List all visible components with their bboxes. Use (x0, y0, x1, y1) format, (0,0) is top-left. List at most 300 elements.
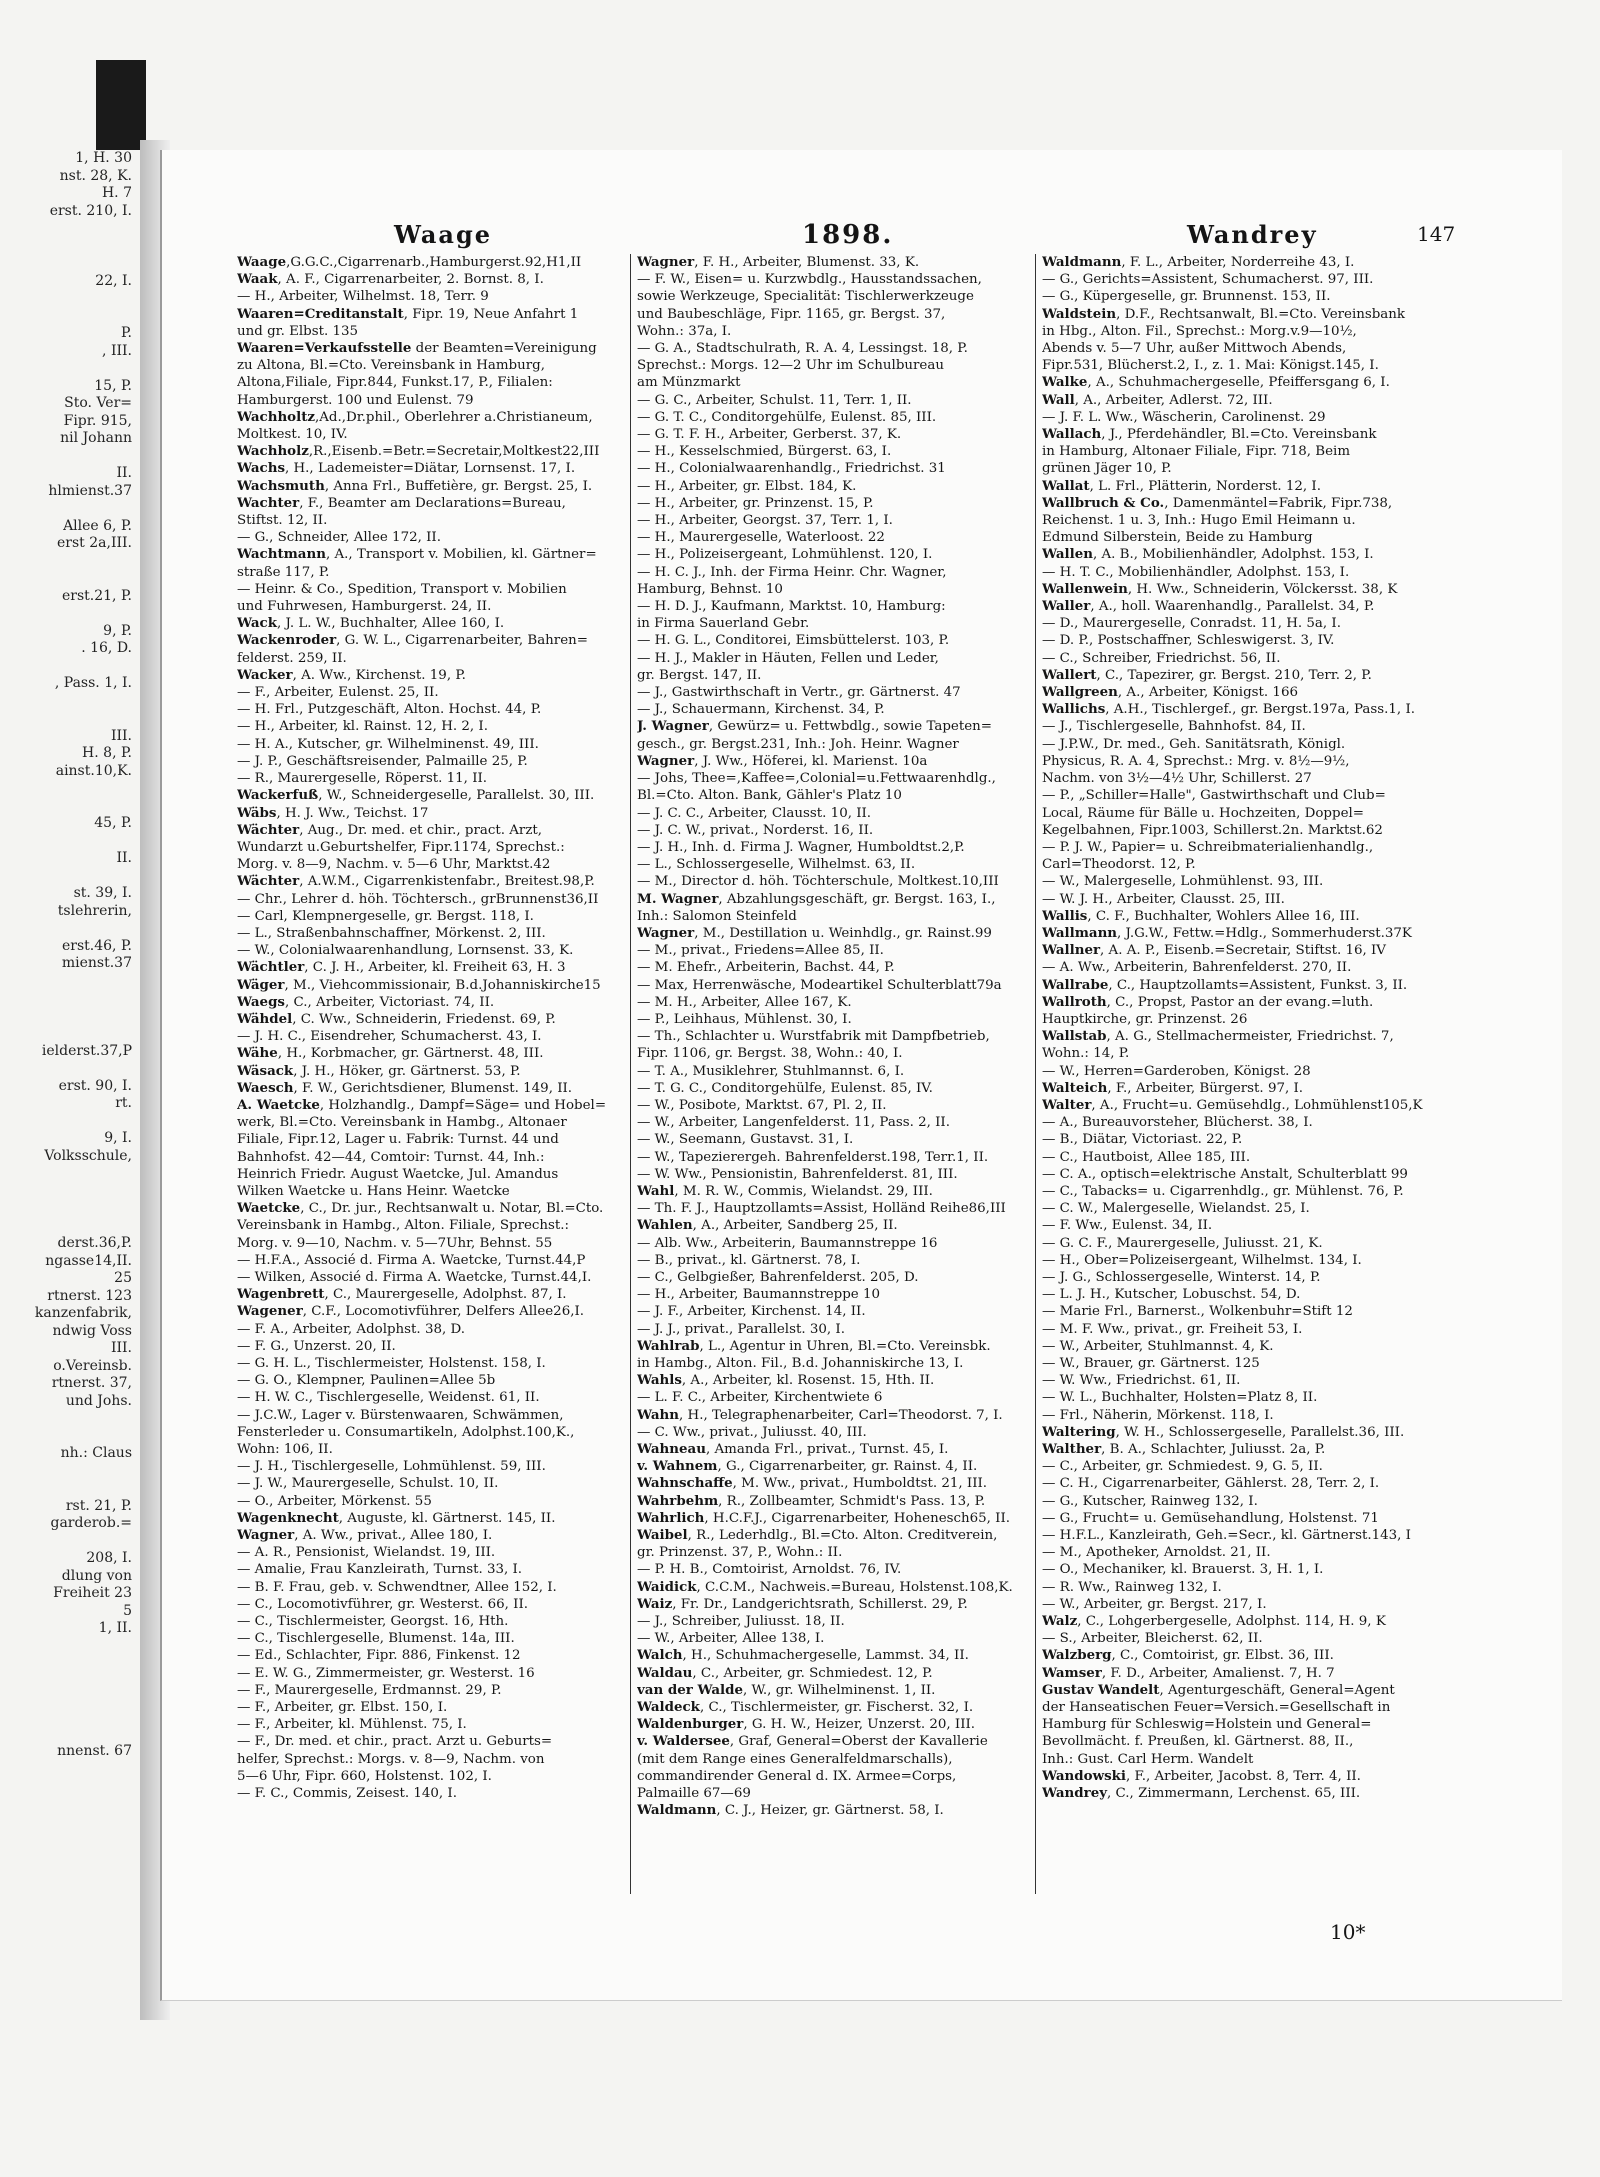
directory-entry: Physicus, R. A. 4, Sprechst.: Mrg. v. 8½—9½, (1042, 753, 1350, 769)
directory-entry: — D. P., Postschaffner, Schleswigerst. 3, IV. (1042, 633, 1335, 649)
directory-entry: A. Waetcke, Holzhandlg., Dampf=Säge= und Hobel= (237, 1096, 607, 1113)
previous-page-fragment (0, 1200, 140, 1218)
directory-entry: — H.F.A., Associé d. Firma A. Waetcke, Turnst.44,P (237, 1252, 586, 1268)
previous-page-edge (0, 150, 140, 1950)
previous-page-fragment: erst. 90, I. (58, 1077, 132, 1094)
directory-entry: Heinrich Friedr. August Waetcke, Jul. Amandus (237, 1166, 559, 1182)
directory-entry: — G. A., Stadtschulrath, R. A. 4, Lessingst. 18, P. (637, 341, 968, 357)
directory-entry: — G., Schneider, Allee 172, II. (237, 530, 441, 546)
header-first-entry: Waage (394, 220, 493, 249)
directory-entry: Wahls, A., Arbeiter, kl. Rosenst. 15, Hth. II. (637, 1372, 935, 1389)
directory-entry: — C., Gelbgießer, Bahrenfelderst. 205, D. (637, 1269, 919, 1285)
previous-page-fragment (0, 238, 140, 256)
directory-entry: — G., Küpergeselle, gr. Brunnenst. 153, II. (1042, 289, 1331, 305)
directory-entry: in Firma Sauerland Gebr. (637, 616, 810, 632)
directory-entry: — C., Hautboist, Allee 185, III. (1042, 1149, 1251, 1165)
directory-entry: — W. L., Buchhalter, Holsten=Platz 8, II. (1042, 1390, 1318, 1406)
directory-entry: Waldmann, C. J., Heizer, gr. Gärtnerst. 58, I. (637, 1802, 944, 1819)
column-divider-2 (1035, 254, 1036, 1894)
previous-page-fragment (0, 308, 140, 326)
previous-page-fragment (0, 1218, 140, 1236)
previous-page-fragment (0, 1025, 140, 1043)
previous-page-fragment: . 16, D. (81, 640, 132, 656)
previous-page-fragment (0, 798, 140, 816)
directory-entry: — J., Schauermann, Kirchenst. 34, P. (637, 702, 885, 718)
directory-entry: Walzberg, C., Comtoirist, gr. Elbst. 36, III. (1042, 1647, 1334, 1664)
directory-entry: — C., Tischlermeister, Georgst. 16, Hth. (237, 1614, 509, 1630)
directory-entry: und Baubeschläge, Fipr. 1165, gr. Bergst. 37, (637, 306, 946, 322)
previous-page-fragment: o.Vereinsb. (53, 1357, 132, 1374)
directory-entry: — H., Arbeiter, Georgst. 37, Terr. 1, I. (637, 513, 893, 529)
directory-entry: — H., Ober=Polizeisergeant, Wilhelmst. 134, I. (1042, 1252, 1362, 1268)
directory-entry: — Heinr. & Co., Spedition, Transport v. Mobilien (237, 581, 567, 597)
directory-entry: Wallis, C. F., Buchhalter, Wohlers Allee 16, III. (1042, 907, 1360, 924)
directory-entry: Hamburg für Schleswig=Holstein und General= (1042, 1717, 1372, 1733)
directory-entry: gr. Prinzenst. 37, P., Wohn.: II. (637, 1545, 843, 1561)
directory-entry: 5—6 Uhr, Fipr. 660, Holstenst. 102, I. (237, 1768, 492, 1784)
directory-entry: — J., Schreiber, Juliusst. 18, II. (637, 1614, 845, 1630)
directory-entry: Wahn, H., Telegraphenarbeiter, Carl=Theodorst. 7, I. (637, 1406, 1003, 1423)
previous-page-fragment: 45, P. (94, 815, 132, 831)
directory-entry: — H., Polizeisergeant, Lohmühlenst. 120, I. (637, 547, 933, 563)
directory-entry: — M., privat., Friedens=Allee 85, II. (637, 943, 884, 959)
directory-entry: — W., Colonialwaarenhandlung, Lornsenst. 33, K. (237, 943, 574, 959)
previous-page-fragment: nh.: Claus (60, 1445, 132, 1461)
directory-entry: — C. H., Cigarrenarbeiter, Gählerst. 28, Terr. 2, I. (1042, 1476, 1380, 1492)
column-1 (237, 254, 629, 1894)
directory-entry: — O., Mechaniker, kl. Brauerst. 3, H. 1, I. (1042, 1562, 1324, 1578)
previous-page-fragment (0, 833, 140, 851)
previous-page-fragment: III. (110, 1340, 132, 1356)
directory-entry: Wähe, H., Korbmacher, gr. Gärtnerst. 48, III. (237, 1045, 544, 1062)
directory-entry: — F., Arbeiter, kl. Mühlenst. 75, I. (237, 1717, 467, 1733)
previous-page-fragment (0, 1638, 140, 1656)
directory-entry: — A. R., Pensionist, Wielandst. 19, III. (237, 1545, 496, 1561)
directory-entry: (mit dem Range eines Generalfeldmarschalls), (637, 1751, 953, 1767)
previous-page-fragment: P. (120, 325, 132, 341)
directory-entry: Wundarzt u.Geburtshelfer, Fipr.1174, Sprechst.: (237, 839, 565, 855)
previous-page-fragment (0, 990, 140, 1008)
previous-page-fragment (0, 1463, 140, 1481)
directory-entry: Waller, A., holl. Waarenhandlg., Parallelst. 34, P. (1042, 598, 1375, 615)
directory-entry: Wahlen, A., Arbeiter, Sandberg 25, II. (637, 1217, 898, 1234)
directory-entry: Waldeck, C., Tischlermeister, gr. Fischerst. 32, I. (637, 1699, 974, 1716)
directory-entry: Wachholtz,Ad.,Dr.phil., Oberlehrer a.Christianeum, (237, 408, 593, 425)
directory-entry: Hamburg, Behnst. 10 (637, 581, 783, 597)
directory-entry: — Amalie, Frau Kanzleirath, Turnst. 33, I. (237, 1562, 523, 1578)
directory-entry: — A. Ww., Arbeiterin, Bahrenfelderst. 270, II. (1042, 960, 1352, 976)
directory-entry: Bahnhofst. 42—44, Comtoir: Turnst. 44, Inh.: (237, 1149, 545, 1165)
previous-page-fragment: H. 7 (101, 185, 132, 201)
directory-entry: v. Wahnem, G., Cigarrenarbeiter, gr. Rainst. 4, II. (637, 1458, 978, 1475)
previous-page-fragment: 9, P. (103, 622, 132, 639)
page-number: 147 (1417, 222, 1456, 246)
directory-entry: — G., Kutscher, Rainweg 132, I. (1042, 1493, 1258, 1509)
directory-entry: — W., Brauer, gr. Gärtnerst. 125 (1042, 1356, 1260, 1371)
previous-page-fragment: Fipr. 915, (63, 412, 132, 429)
directory-entry: — P. J. W., Papier= u. Schreibmaterialienhandlg., (1042, 839, 1374, 855)
header-last-entry: Wandrey (1187, 220, 1318, 249)
previous-page-fragment (0, 1690, 140, 1708)
directory-entry: — W. J. H., Arbeiter, Clausst. 25, III. (1042, 891, 1285, 907)
directory-entry: zu Altona, Bl.=Cto. Vereinsbank in Hamburg, (237, 358, 545, 374)
directory-entry: Wäbs, H. J. Ww., Teichst. 17 (237, 804, 429, 821)
directory-entry: — J. H., Inh. d. Firma J. Wagner, Humboldtst.2,P. (637, 839, 965, 855)
directory-entry: Wachholz,R.,Eisenb.=Betr.=Secretair,Moltkest22,III (237, 443, 600, 460)
directory-entry: Wahrlich, H.C.F.J., Cigarrenarbeiter, Hohenesch65, II. (637, 1509, 1011, 1526)
directory-entry: Waldau, C., Arbeiter, gr. Schmiedest. 12, P. (637, 1664, 933, 1681)
directory-entry: — F. W., Eisen= u. Kurzwbdlg., Hausstandssachen, (637, 272, 982, 288)
directory-entry: Waaren=Verkaufsstelle der Beamten=Vereinigung (237, 340, 597, 357)
directory-entry: — G. O., Klempner, Paulinen=Allee 5b (237, 1373, 496, 1389)
directory-entry: Morg. v. 8—9, Nachm. v. 5—6 Uhr, Marktst.42 (237, 857, 551, 873)
directory-entry: Wackenroder, G. W. L., Cigarrenarbeiter, Bahren= (237, 632, 588, 649)
directory-entry: — H., Colonialwaarenhandlg., Friedrichst. 31 (637, 461, 946, 477)
previous-page-fragment: erst 2a,III. (57, 535, 132, 551)
directory-entry: Carl=Theodorst. 12, P. (1042, 857, 1196, 873)
directory-entry: — C., Locomotivführer, gr. Westerst. 66, II. (237, 1596, 529, 1612)
directory-entry: — H. A., Kutscher, gr. Wilhelminenst. 49, III. (237, 736, 539, 752)
directory-entry: Wallenwein, H. Ww., Schneiderin, Völckersst. 38, K (1042, 580, 1398, 597)
directory-entry: Nachm. von 3½—4½ Uhr, Schillerst. 27 (1042, 771, 1312, 787)
directory-entry: — D., Maurergeselle, Conradst. 11, H. 5a, I. (1042, 616, 1341, 632)
directory-entry: Wallrabe, C., Hauptzollamts=Assistent, Funkst. 3, II. (1042, 976, 1408, 993)
directory-entry: — J. H., Tischlergeselle, Lohmühlenst. 59, III. (237, 1459, 546, 1475)
directory-entry: Wagenknecht, Auguste, kl. Gärtnerst. 145, II. (237, 1509, 556, 1526)
directory-entry: Waetcke, C., Dr. jur., Rechtsanwalt u. Notar, Bl.=Cto. (237, 1200, 604, 1217)
previous-page-fragment: 22, I. (95, 272, 132, 289)
previous-page-fragment: 1, II. (98, 1620, 132, 1636)
directory-entry: — W. Ww., Pensionistin, Bahrenfelderst. 81, III. (637, 1166, 958, 1182)
directory-entry: Wachsmuth, Anna Frl., Buffetière, gr. Bergst. 25, I. (237, 477, 593, 494)
directory-entry: Fipr. 1106, gr. Bergst. 38, Wohn.: 40, I. (637, 1046, 903, 1062)
directory-entry: Edmund Silberstein, Beide zu Hamburg (1042, 530, 1313, 546)
directory-entry: Wandowski, F., Arbeiter, Jacobst. 8, Terr. 4, II. (1042, 1767, 1361, 1784)
previous-page-fragment: garderob.= (50, 1515, 132, 1531)
directory-entry: M. Wagner, Abzahlungsgeschäft, gr. Bergst. 163, I., (637, 890, 996, 907)
directory-entry: Wohn.: 37a, I. (637, 323, 732, 339)
directory-entry: — C., Schreiber, Friedrichst. 56, II. (1042, 650, 1281, 666)
directory-entry: — J. W., Maurergeselle, Schulst. 10, II. (237, 1476, 499, 1492)
previous-page-fragment (0, 553, 140, 571)
directory-entry: Wallert, C., Tapezirer, gr. Bergst. 210, Terr. 2, P. (1042, 666, 1372, 683)
previous-page-fragment (0, 605, 140, 623)
previous-page-fragment: II. (116, 465, 132, 481)
previous-page-fragment: rt. (115, 1095, 132, 1111)
directory-entry: — T. G. C., Conditorgehülfe, Eulenst. 85, IV. (637, 1080, 933, 1096)
directory-entry: — C., Tabacks= u. Cigarrenhdlg., gr. Mühlenst. 76, P. (1042, 1183, 1404, 1199)
directory-entry: — F., Maurergeselle, Erdmannst. 29, P. (237, 1682, 502, 1698)
directory-entry: — R., Maurergeselle, Röperst. 11, II. (237, 771, 488, 787)
directory-entry: — J. P., Geschäftsreisender, Palmaille 25, P. (237, 753, 528, 769)
directory-entry: Wachter, F., Beamter am Declarations=Bureau, (237, 494, 566, 511)
directory-entry: — A., Bureauvorsteher, Blücherst. 38, I. (1042, 1115, 1313, 1131)
directory-entry: — P., „Schiller=Halle", Gastwirthschaft und Club= (1042, 788, 1386, 804)
directory-entry: — H., Kesselschmied, Bürgerst. 63, I. (637, 444, 892, 460)
directory-entry: — G. T. F. H., Arbeiter, Gerberst. 37, K. (637, 427, 902, 443)
previous-page-fragment: ielderst.37,P (41, 1042, 132, 1059)
directory-entry: Wäsack, J. H., Höker, gr. Gärtnerst. 53, P. (237, 1062, 521, 1079)
directory-entry: Hamburgerst. 100 und Eulenst. 79 (237, 392, 474, 408)
header-year: 1898. (802, 220, 894, 250)
directory-entry: — W., Malergeselle, Lohmühlenst. 93, III. (1042, 874, 1324, 890)
directory-entry: — Max, Herrenwäsche, Modeartikel Schulterblatt79a (637, 977, 1002, 993)
directory-entry: — J. F., Arbeiter, Kirchenst. 14, II. (637, 1304, 866, 1320)
directory-entry: felderst. 259, II. (237, 650, 347, 666)
directory-entry: Waak, A. F., Cigarrenarbeiter, 2. Bornst. 8, I. (237, 271, 544, 288)
previous-page-fragment (0, 868, 140, 886)
directory-entry: — G. H. L., Tischlermeister, Holstenst. 158, I. (237, 1356, 546, 1371)
previous-page-fragment: ainst.10,K. (55, 762, 132, 779)
directory-entry: Stiftst. 12, II. (237, 513, 328, 529)
directory-entry: Wahrbehm, R., Zollbeamter, Schmidt's Pass. 13, P. (637, 1492, 986, 1509)
directory-entry: Vereinsbank in Hambg., Alton. Filiale, Sprechst.: (237, 1218, 570, 1234)
directory-entry: Wagener, C.F., Locomotivführer, Delfers Allee26,I. (237, 1303, 585, 1320)
directory-entry: — J., Tischlergeselle, Bahnhofst. 84, II. (1042, 719, 1306, 735)
directory-entry: — F., Arbeiter, Eulenst. 25, II. (237, 685, 439, 701)
directory-entry: — J.P.W., Dr. med., Geh. Sanitätsrath, Königl. (1042, 736, 1346, 752)
directory-entry: Wäger, M., Viehcommissionair, B.d.Johanniskirche15 (237, 976, 601, 993)
directory-entry: Wagner, A. Ww., privat., Allee 180, I. (237, 1527, 493, 1544)
directory-entry: Wahneau, Amanda Frl., privat., Turnst. 45, I. (637, 1441, 949, 1458)
directory-entry: — J., Gastwirthschaft in Vertr., gr. Gärtnerst. 47 (637, 685, 961, 701)
directory-entry: Waltering, W. H., Schlossergeselle, Parallelst.36, III. (1042, 1423, 1405, 1440)
previous-page-fragment (0, 500, 140, 518)
directory-entry: Waesch, F. W., Gerichtsdiener, Blumenst. 149, II. (237, 1079, 573, 1096)
directory-entry: — W., Posibote, Marktst. 67, Pl. 2, II. (637, 1097, 887, 1113)
directory-entry: Wallen, A. B., Mobilienhändler, Adolphst. 153, I. (1042, 546, 1374, 563)
directory-entry: Gustav Wandelt, Agenturgeschäft, General=Agent (1042, 1681, 1395, 1698)
directory-entry: Hauptkirche, gr. Prinzenst. 26 (1042, 1011, 1248, 1027)
directory-entry: Waegs, C., Arbeiter, Victoriast. 74, II. (237, 993, 495, 1010)
previous-page-fragment: derst.36,P. (57, 1235, 132, 1251)
directory-entry: — H., Arbeiter, Baumannstreppe 10 (637, 1287, 881, 1303)
directory-entry: — F., Dr. med. et chir., pract. Arzt u. Geburts= (237, 1734, 553, 1750)
previous-page-fragment (0, 570, 140, 588)
directory-entry: Wamser, F. D., Arbeiter, Amalienst. 7, H. 7 (1042, 1664, 1335, 1681)
directory-entry: — J. C. W., privat., Norderst. 16, II. (637, 822, 874, 838)
directory-entry: Wallstab, A. G., Stellmachermeister, Friedrichst. 7, (1042, 1028, 1394, 1045)
previous-page-fragment: Sto. Ver= (64, 395, 132, 411)
previous-page-fragment (0, 1183, 140, 1201)
directory-entry: Palmaille 67—69 (637, 1786, 751, 1802)
previous-page-fragment: mienst.37 (61, 955, 132, 971)
directory-entry: — F., Arbeiter, gr. Elbst. 150, I. (237, 1700, 448, 1716)
directory-entry: Waibel, R., Lederhdlg., Bl.=Cto. Alton. Creditverein, (637, 1527, 998, 1544)
directory-entry: Wohn: 106, II. (237, 1442, 333, 1458)
directory-entry: Walch, H., Schuhmachergeselle, Lammst. 34, II. (637, 1647, 969, 1664)
page-header (162, 220, 1552, 254)
directory-entry: — Johs, Thee=,Kaffee=,Colonial=u.Fettwaarenhdlg., (637, 771, 996, 787)
directory-entry: Walz, C., Lohgerbergeselle, Adolphst. 114, H. 9, K (1042, 1613, 1386, 1630)
directory-entry: Wilken Waetcke u. Hans Heinr. Waetcke (237, 1183, 510, 1199)
directory-entry: Wohn.: 14, P. (1042, 1046, 1130, 1062)
previous-page-fragment (0, 1113, 140, 1131)
directory-entry: — R. Ww., Rainweg 132, I. (1042, 1579, 1222, 1595)
directory-entry: Fensterleder u. Consumartikeln, Adolphst.100,K., (237, 1424, 575, 1440)
directory-entry: — O., Arbeiter, Mörkenst. 55 (237, 1493, 432, 1509)
directory-entry: und gr. Elbst. 135 (237, 323, 359, 339)
directory-entry: — W., Arbeiter, gr. Bergst. 217, I. (1042, 1596, 1267, 1612)
directory-entry: — Wilken, Associé d. Firma A. Waetcke, Turnst.44,I. (237, 1269, 592, 1285)
directory-entry: — Alb. Ww., Arbeiterin, Baumannstreppe 16 (637, 1235, 938, 1251)
directory-entry: Wagenbrett, C., Maurergeselle, Adolphst. 87, I. (237, 1286, 567, 1303)
previous-page-fragment (0, 973, 140, 991)
directory-entry: Wächtler, C. J. H., Arbeiter, kl. Freiheit 63, H. 3 (237, 959, 566, 976)
directory-entry: — L. F. C., Arbeiter, Kirchentwiete 6 (637, 1390, 883, 1406)
directory-entry: in Hamburg, Altonaer Filiale, Fipr. 718, Beim (1042, 444, 1351, 460)
directory-entry: Waaren=Creditanstalt, Fipr. 19, Neue Anfahrt 1 (237, 305, 579, 322)
directory-entry: Altona,Filiale, Fipr.844, Funkst.17, P., Filialen: (237, 375, 553, 391)
directory-entry: v. Waldersee, Graf, General=Oberst der Kavallerie (637, 1733, 988, 1750)
directory-entry: Sprechst.: Morgs. 12—2 Uhr im Schulbureau (637, 358, 944, 374)
previous-page-fragment: ngasse14,II. (45, 1252, 132, 1269)
directory-entry: gesch., gr. Bergst.231, Inh.: Joh. Heinr. Wagner (637, 736, 959, 752)
previous-page-fragment: Freiheit 23 (53, 1585, 132, 1601)
previous-page-fragment (0, 920, 140, 938)
directory-entry: Walteich, F., Arbeiter, Bürgerst. 97, I. (1042, 1079, 1304, 1096)
directory-entry: — Th., Schlachter u. Wurstfabrik mit Dampfbetrieb, (637, 1029, 990, 1045)
directory-entry: Bl.=Cto. Alton. Bank, Gähler's Platz 10 (637, 788, 902, 804)
directory-entry: — G., Gerichts=Assistent, Schumacherst. 97, III. (1042, 272, 1374, 288)
directory-entry: — W., Seemann, Gustavst. 31, I. (637, 1132, 854, 1148)
directory-entry: Moltkest. 10, IV. (237, 427, 348, 443)
directory-entry: — E. W. G., Zimmermeister, gr. Westerst. 16 (237, 1665, 535, 1681)
directory-entry: — S., Arbeiter, Bleicherst. 62, II. (1042, 1631, 1263, 1647)
column-3 (1042, 254, 1434, 1894)
directory-entry: Walther, B. A., Schlachter, Juliusst. 2a, P. (1042, 1441, 1326, 1458)
previous-page-fragment: erst. 210, I. (49, 202, 132, 219)
directory-entry: gr. Bergst. 147, II. (637, 667, 762, 683)
directory-entry: Waage,G.G.C.,Cigarrenarb.,Hamburgerst.92,H1,II (237, 254, 582, 270)
previous-page-fragment: erst.21, P. (62, 587, 132, 604)
previous-page-fragment: kanzenfabrik, (34, 1305, 132, 1321)
directory-entry: — J. G., Schlossergeselle, Winterst. 14, P. (1042, 1269, 1321, 1285)
directory-entry: in Hambg., Alton. Fil., B.d. Johanniskirche 13, I. (637, 1356, 964, 1371)
previous-page-fragment (0, 290, 140, 308)
directory-entry: — Frl., Näherin, Mörkenst. 118, I. (1042, 1407, 1274, 1423)
directory-entry: — L. J. H., Kutscher, Lobuschst. 54, D. (1042, 1287, 1301, 1303)
previous-page-fragment (0, 448, 140, 466)
directory-entry: Walke, A., Schuhmachergeselle, Pfeiffersgang 6, I. (1042, 374, 1390, 391)
previous-page-fragment: tslehrerin, (57, 902, 132, 919)
directory-entry: Wagner, J. Ww., Höferei, kl. Marienst. 10a (637, 752, 928, 769)
directory-entry: Wallichs, A.H., Tischlergef., gr. Bergst.197a, Pass.1, I. (1042, 701, 1415, 718)
directory-entry: — M. Ehefr., Arbeiterin, Bachst. 44, P. (637, 960, 895, 976)
directory-entry: Wallgreen, A., Arbeiter, Königst. 166 (1042, 684, 1298, 701)
directory-entry: Local, Räume für Bälle u. Hochzeiten, Doppel= (1042, 805, 1364, 821)
directory-entry: Bevollmächt. f. Preußen, kl. Gärtnerst. 88, II., (1042, 1734, 1354, 1750)
previous-page-fragment (0, 658, 140, 676)
directory-entry: Morg. v. 9—10, Nachm. v. 5—7Uhr, Behnst. 55 (237, 1235, 553, 1251)
directory-entry: — H., Arbeiter, gr. Elbst. 184, K. (637, 478, 857, 494)
directory-entry: Wallach, J., Pferdehändler, Bl.=Cto. Vereinsbank (1042, 426, 1377, 443)
directory-entry: werk, Bl.=Cto. Vereinsbank in Hambg., Altonaer (237, 1115, 567, 1131)
previous-page-fragment: erst.46, P. (62, 937, 132, 954)
previous-page-fragment (0, 1673, 140, 1691)
previous-page-fragment (0, 1533, 140, 1551)
directory-entry: — J. H. C., Eisendreher, Schumacherst. 43, I. (237, 1029, 542, 1045)
previous-page-fragment: , III. (102, 342, 132, 359)
previous-page-fragment (0, 710, 140, 728)
previous-page-fragment (0, 1480, 140, 1498)
previous-page-fragment: 1, H. 30 (75, 150, 132, 166)
directory-entry: — H., Maurergeselle, Waterloost. 22 (637, 530, 885, 546)
previous-page-fragment (0, 1655, 140, 1673)
previous-page-fragment: 25 (114, 1270, 132, 1286)
directory-entry: — J. F. L. Ww., Wäscherin, Carolinenst. 29 (1042, 409, 1326, 425)
previous-page-fragment: III. (110, 727, 132, 744)
directory-entry: — B., privat., kl. Gärtnerst. 78, I. (637, 1252, 861, 1268)
previous-page-fragment: und Johs. (65, 1392, 132, 1409)
directory-entry: Wacker, A. Ww., Kirchenst. 19, P. (237, 666, 466, 683)
directory-entry: — Carl, Klempnergeselle, gr. Bergst. 118, I. (237, 908, 534, 924)
directory-entry: — L., Schlossergeselle, Wilhelmst. 63, II. (637, 857, 916, 873)
directory-entry: Kegelbahnen, Fipr.1003, Schillerst.2n. Marktst.62 (1042, 822, 1383, 838)
directory-entry: — J.C.W., Lager v. Bürstenwaaren, Schwämmen, (237, 1407, 564, 1423)
directory-entry: — L., Straßenbahnschaffner, Mörkenst. 2, III. (237, 925, 546, 941)
directory-entry: — C. Ww., privat., Juliusst. 40, III. (637, 1424, 867, 1440)
directory-entry: — G. C., Arbeiter, Schulst. 11, Terr. 1, II. (637, 392, 912, 408)
directory-entry: Waldstein, D.F., Rechtsanwalt, Bl.=Cto. Vereinsbank (1042, 305, 1406, 322)
previous-page-fragment (0, 1428, 140, 1446)
directory-entry: — H. D. J., Kaufmann, Marktst. 10, Hamburg: (637, 599, 946, 615)
previous-page-fragment (0, 693, 140, 711)
directory-entry: der Hanseatischen Feuer=Versich.=Gesellschaft in (1042, 1700, 1391, 1716)
directory-entry: — M., Apotheker, Arnoldst. 21, II. (1042, 1545, 1271, 1561)
directory-entry: — M., Director d. höh. Töchterschule, Moltkest.10,III (637, 874, 999, 890)
previous-page-fragment: 9, I. (104, 1130, 132, 1146)
previous-page-fragment: dlung von (61, 1567, 132, 1584)
directory-entry: Wall, A., Arbeiter, Adlerst. 72, III. (1042, 391, 1273, 408)
directory-entry: Wallner, A. A. P., Eisenb.=Secretair, Stiftst. 16, IV (1042, 942, 1386, 959)
directory-entry: Fipr.531, Blücherst.2, I., z. 1. Mai: Königst.145, I. (1042, 358, 1379, 374)
previous-page-fragment: hlmienst.37 (48, 482, 132, 499)
directory-entry: Walter, A., Frucht=u. Gemüsehdlg., Lohmühlenst105,K (1042, 1096, 1423, 1113)
directory-entry: Wandrey, C., Zimmermann, Lerchenst. 65, III. (1042, 1785, 1361, 1802)
directory-entry: — B. F. Frau, geb. v. Schwendtner, Allee 152, I. (237, 1579, 557, 1595)
directory-entry: van der Walde, W., gr. Wilhelminenst. 1, II. (637, 1681, 936, 1698)
directory-entry: Wack, J. L. W., Buchhalter, Allee 160, I. (237, 615, 505, 632)
directory-entry: — F. A., Arbeiter, Adolphst. 38, D. (237, 1321, 466, 1337)
directory-entry: — B., Diätar, Victoriast. 22, P. (1042, 1132, 1243, 1148)
previous-page-fragment (0, 360, 140, 378)
directory-entry: — C. W., Malergeselle, Wielandst. 25, I. (1042, 1201, 1310, 1217)
directory-entry: — H. Frl., Putzgeschäft, Alton. Hochst. 44, P. (237, 702, 542, 718)
previous-page-fragment: 5 (123, 1602, 132, 1619)
directory-entry: — H. C. J., Inh. der Firma Heinr. Chr. Wagner, (637, 564, 947, 580)
directory-entry: — G. T. C., Conditorgehülfe, Eulenst. 85, III. (637, 409, 937, 425)
directory-entry: Wallbruch & Co., Damenmäntel=Fabrik, Fipr.738, (1042, 494, 1393, 511)
directory-entry: Wagner, F. H., Arbeiter, Blumenst. 33, K. (637, 254, 920, 270)
directory-entry: Waldmann, F. L., Arbeiter, Norderreihe 43, I. (1042, 254, 1355, 270)
previous-page-fragment (0, 1708, 140, 1726)
previous-page-fragment (0, 780, 140, 798)
directory-entry: — H. T. C., Mobilienhändler, Adolphst. 153, I. (1042, 564, 1350, 580)
directory-entry: Wächter, A.W.M., Cigarrenkistenfabr., Breitest.98,P. (237, 873, 595, 890)
directory-entry: Wallmann, J.G.W., Fettw.=Hdlg., Sommerhuderst.37K (1042, 924, 1412, 941)
directory-entry: commandirender General d. IX. Armee=Corps, (637, 1768, 957, 1784)
previous-page-fragment: 208, I. (86, 1550, 132, 1566)
sheet-signature: 10* (1330, 1920, 1366, 1944)
directory-page (160, 150, 1562, 2001)
directory-entry: Reichenst. 1 u. 3, Inh.: Hugo Emil Heimann u. (1042, 513, 1356, 529)
directory-entry: J. Wagner, Gewürz= u. Fettwbdlg., sowie Tapeten= (637, 718, 992, 735)
directory-entry: Wallat, L. Frl., Plätterin, Norderst. 12, I. (1042, 477, 1321, 494)
directory-entry: — P. H. B., Comtoirist, Arnoldst. 76, IV. (637, 1562, 902, 1578)
directory-entry: grünen Jäger 10, P. (1042, 461, 1172, 477)
directory-entry: Waldenburger, G. H. W., Heizer, Unzerst. 20, III. (637, 1716, 976, 1733)
